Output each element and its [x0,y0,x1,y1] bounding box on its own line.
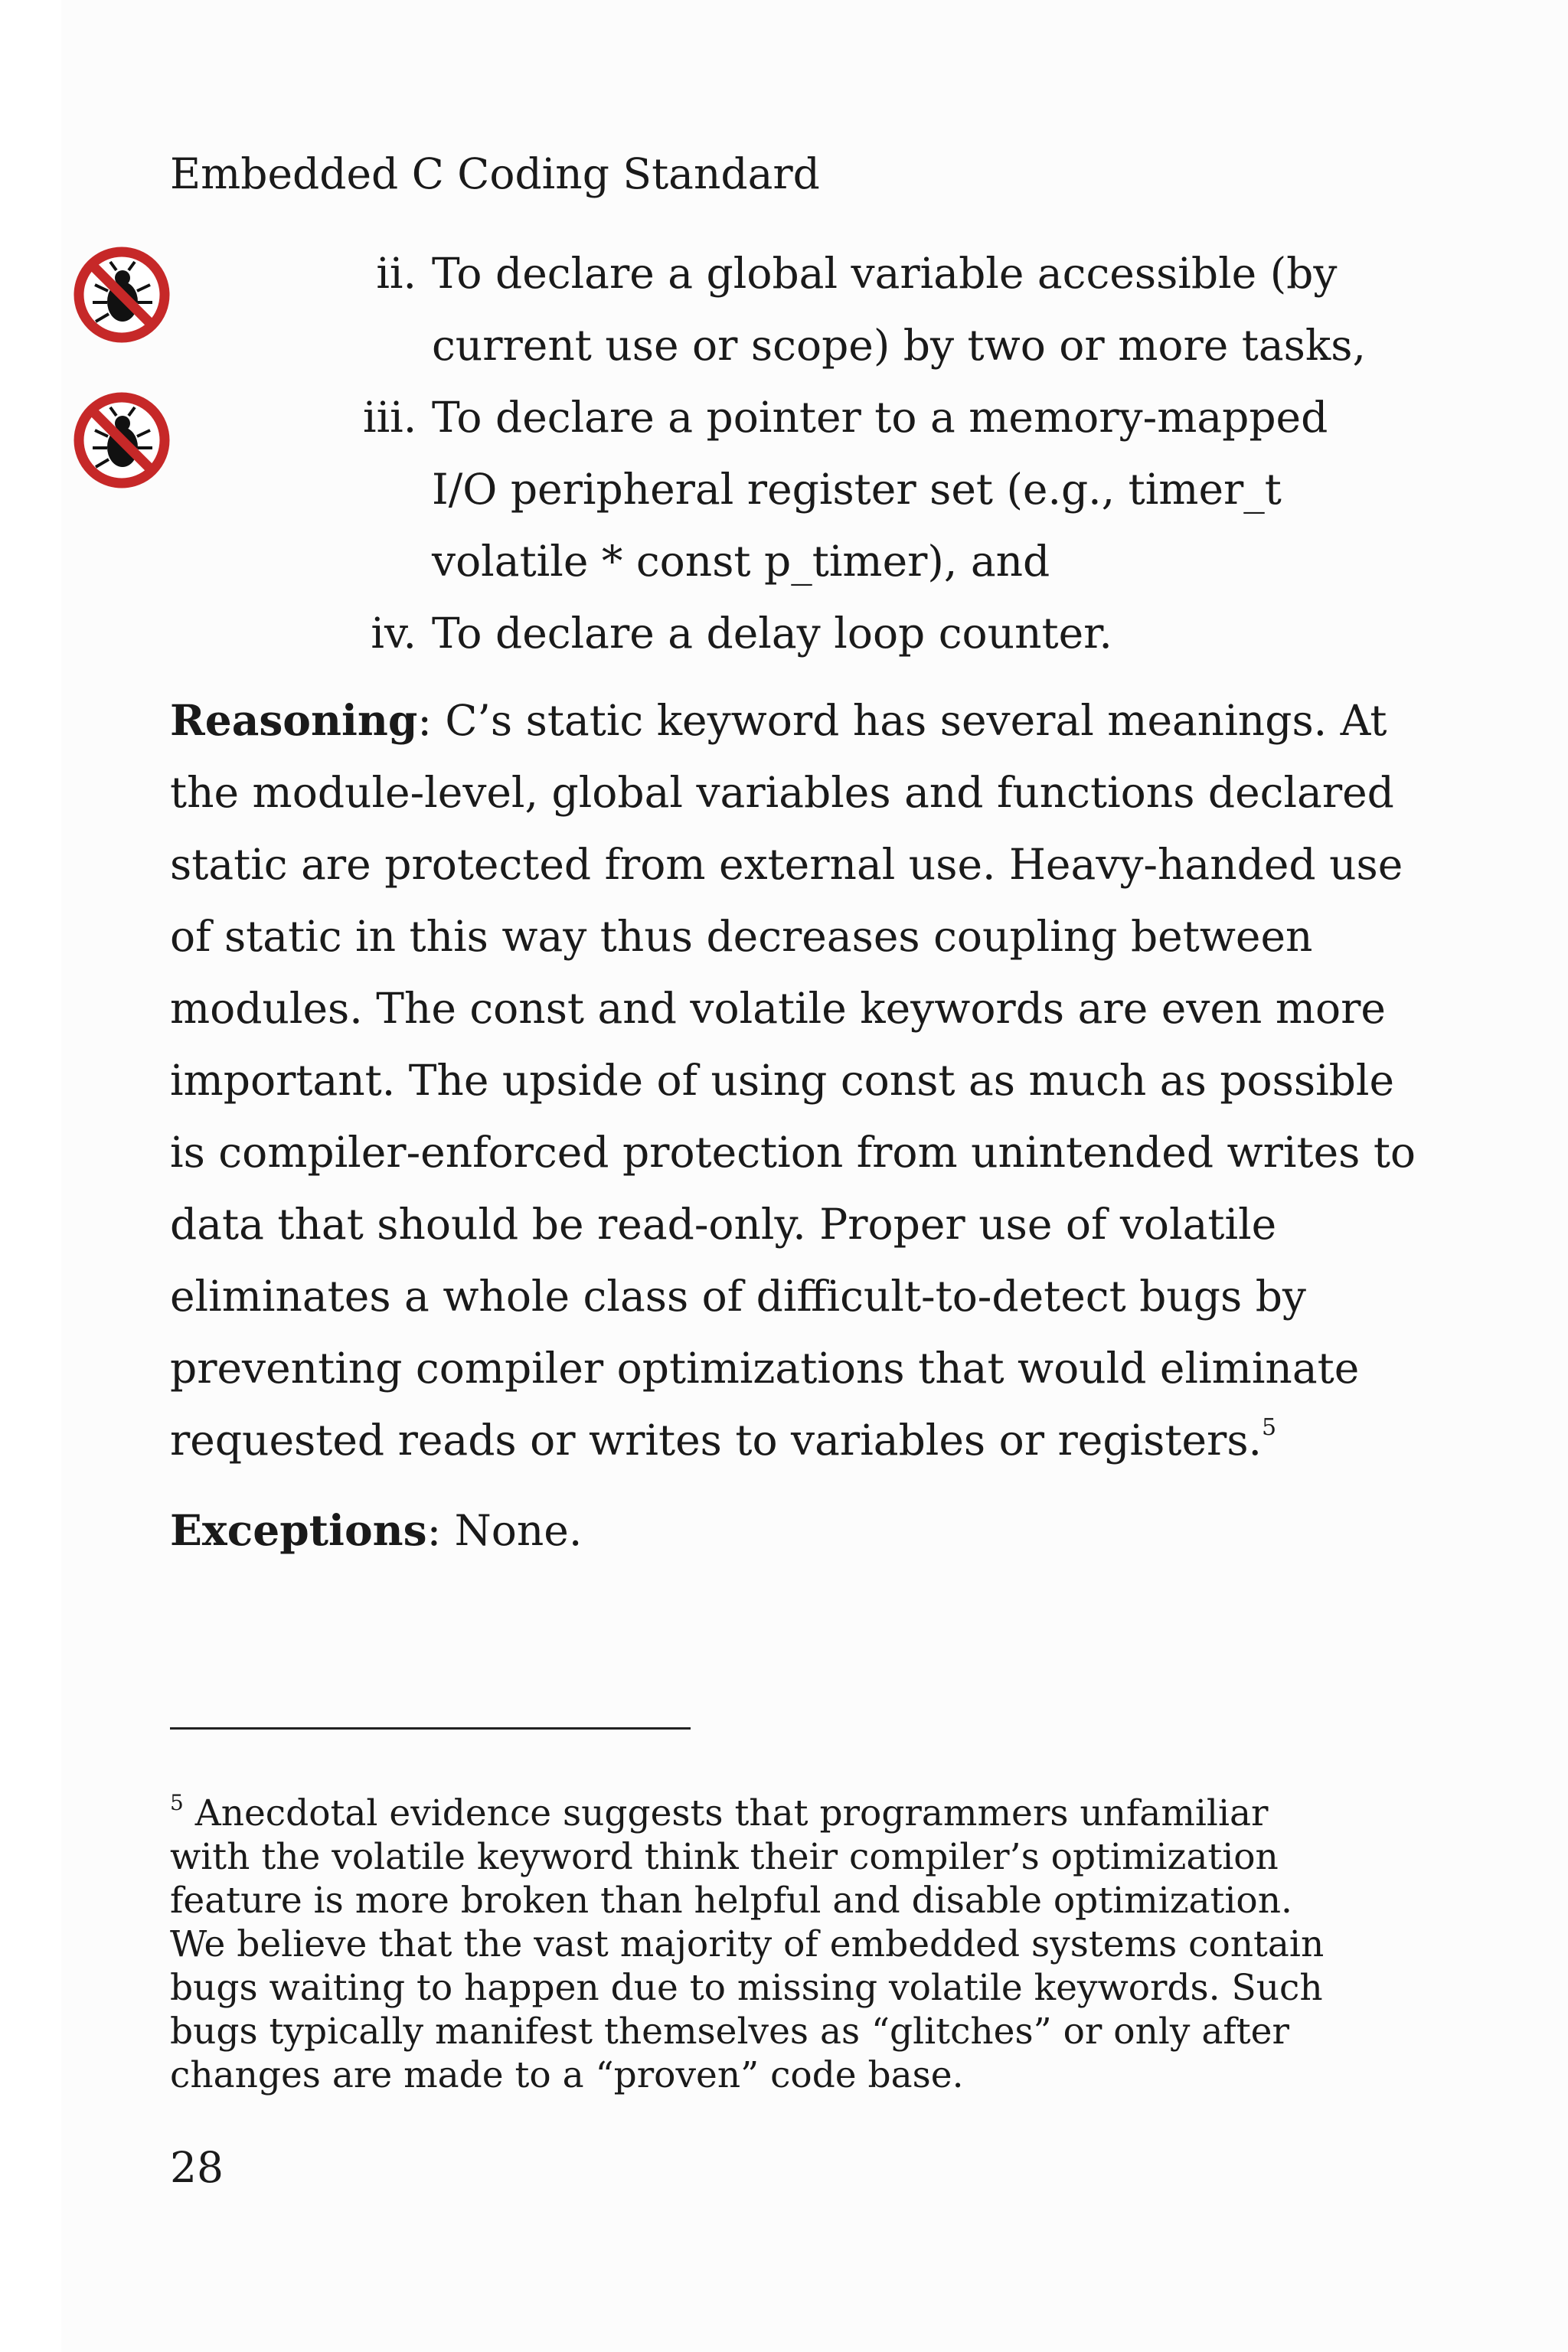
running-head: Embedded C Coding Standard [170,149,820,198]
footnote-marker: 5 [170,1790,184,1815]
list-text-line: To declare a delay loop counter. [432,609,1112,658]
reasoning-paragraph [170,684,1416,1476]
list-text-line: To declare a global variable accessible (by [432,249,1338,298]
paragraph-line: the module-level, global variables and functions declared [170,768,1394,817]
exceptions-paragraph [170,1494,1334,1566]
paragraph-line: important. The upside of using const as much as possible [170,1056,1395,1105]
footnote-line: bugs waiting to happen due to missing volatile keywords. Such [170,1967,1323,2009]
list-number: iii. [363,393,417,442]
list-number: ii. [376,249,416,298]
footnote-line: changes are made to a “proven” code base. [170,2054,964,2096]
footnote-divider [170,1727,691,1730]
no-bugs-icon [72,245,172,345]
numbered-list [363,237,1366,669]
list-item [363,381,1358,597]
footnote-line: $^5$ Anecdotal evidence suggests that programmers unfamiliar [170,1790,1269,1834]
footnote [170,1792,1349,2097]
paragraph-line: Reasoning: C’s static keyword has several meanings. At [170,695,1387,745]
footnote-line: bugs typically manifest themselves as “glitches” or only after [170,2011,1289,2053]
footnote-line: with the volatile keyword think their compiler’s optimization [170,1836,1279,1878]
reasoning-label: Reasoning [170,695,418,745]
paragraph-line: of static in this way thus decreases coupling between [170,912,1313,961]
footnote-line: We believe that the vast majority of embedded systems contain [170,1923,1325,1965]
paragraph-line: is compiler-enforced protection from unintended writes to [170,1128,1416,1177]
list-text-line: I/O peripheral register set (e.g., timer_t [432,465,1282,514]
paragraph-line: preventing compiler optimizations that would eliminate [170,1344,1360,1393]
paragraph-line: modules. The const and volatile keywords are even more [170,984,1386,1033]
paragraph-line: requested reads or writes to variables or registers.$^5$ [170,1414,1277,1465]
list-text-line: To declare a pointer to a memory-mapped [432,393,1328,442]
list-item [363,237,1366,381]
exceptions-label: Exceptions [170,1505,427,1555]
footnote-reference[interactable]: 5 [1262,1414,1277,1441]
paragraph-line: static are protected from external use. Heavy-handed use [170,840,1403,889]
paragraph-line: Exceptions: None. [170,1505,583,1555]
list-item [363,597,1358,669]
footnote-line: feature is more broken than helpful and disable optimization. [170,1880,1292,1922]
paragraph-line: eliminates a whole class of difficult-to-detect bugs by [170,1272,1307,1321]
no-bugs-icon [72,390,172,490]
page-number: 28 [170,2143,224,2192]
list-text-line: current use or scope) by two or more tasks, [432,321,1366,370]
paragraph-line: data that should be read-only. Proper use of volatile [170,1200,1277,1249]
list-number: iv. [371,609,416,658]
list-text-line: volatile * const p_timer), and [432,537,1050,586]
